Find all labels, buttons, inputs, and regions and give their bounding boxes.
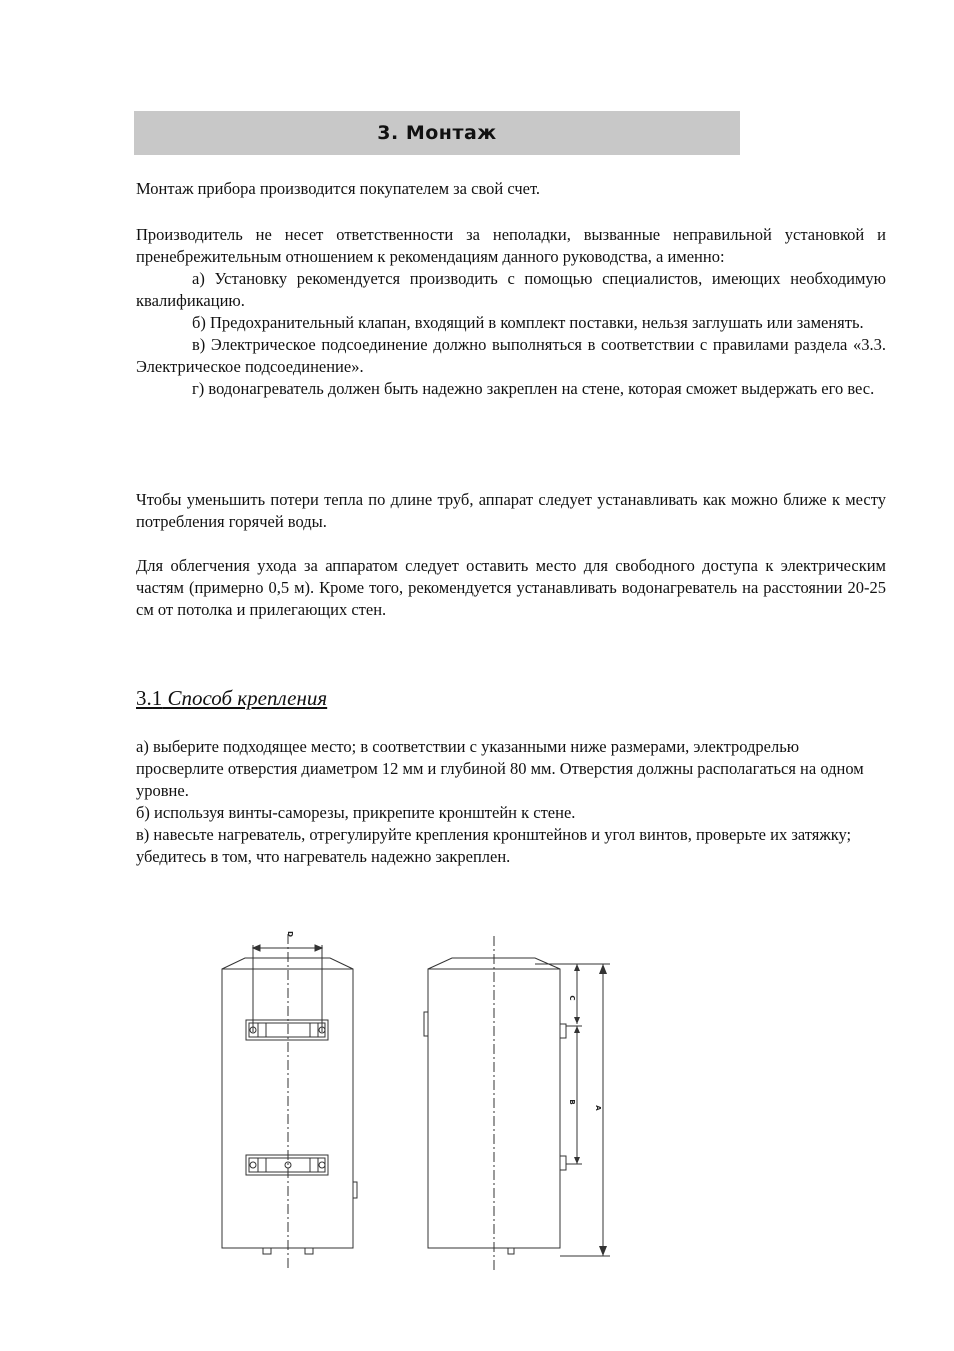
side-rear-tab bbox=[424, 1012, 428, 1036]
front-pipe-left bbox=[263, 1248, 271, 1254]
side-view bbox=[424, 936, 610, 1270]
dim-c-label: C bbox=[568, 995, 576, 1001]
lower-bracket-inner bbox=[249, 1158, 325, 1172]
step-c: в) навесьте нагреватель, отрегулируйте крепления кронштейнов и угол винтов, проверьте их затяжку; убедитесь в том, что нагреватель надежно закреплен. bbox=[136, 825, 852, 866]
front-side-tab bbox=[353, 1182, 357, 1198]
subsection-number: 3.1 bbox=[136, 686, 163, 710]
section-heading-bar bbox=[134, 111, 740, 155]
dim-d-arrow-left bbox=[253, 945, 260, 951]
dim-a-arrow-top bbox=[599, 964, 607, 974]
steps-block bbox=[136, 736, 886, 868]
intro-paragraph-block bbox=[136, 178, 886, 200]
side-bottom-pipe bbox=[508, 1248, 514, 1254]
liability-block bbox=[136, 224, 886, 400]
lower-hole-left bbox=[250, 1162, 256, 1168]
paragraph-access: Для облегчения ухода за аппаратом следует оставить место для свободного доступа к электрическим частям (примерно 0,5 м). Кроме того, рекомендуется устанавливать водонагреватель на расстоянии 20-25 см от потолка и прилегающих стен. bbox=[136, 556, 886, 619]
list-item-d: г) водонагреватель должен быть надежно закреплен на стене, которая сможет выдержать его вес. bbox=[192, 379, 875, 398]
dim-c-arrow-bottom bbox=[574, 1017, 580, 1024]
paragraph-liability: Производитель не несет ответственности за неполадки, вызванные неправильной установкой и пренебрежительным отношением к рекомендациям данного руководства, а именно: bbox=[136, 225, 886, 266]
section-title: 3. Монтаж bbox=[377, 122, 497, 144]
dim-a-label: A bbox=[594, 1105, 602, 1111]
step-a: а) выберите подходящее место; в соответствии с указанными ниже размерами, электродрелью просверлите отверстия диаметром 12 мм и глубиной 80 мм. Отверстия должны располагаться на одном уровне. bbox=[136, 737, 864, 800]
step-b: б) используя винты-саморезы, прикрепите кронштейн к стене. bbox=[136, 803, 576, 822]
side-upper-hook bbox=[560, 1024, 566, 1038]
subsection-heading bbox=[136, 686, 327, 711]
dim-c-arrow-top bbox=[574, 964, 580, 971]
upper-bracket-inner bbox=[249, 1023, 325, 1037]
dim-b-arrow-bottom bbox=[574, 1157, 580, 1164]
dim-b-arrow-top bbox=[574, 1026, 580, 1033]
dim-d-label: D bbox=[286, 931, 294, 937]
mounting-drawing bbox=[200, 920, 640, 1275]
list-item-b: б) Предохранительный клапан, входящий в комплект поставки, нельзя заглушать или заменять. bbox=[192, 313, 864, 332]
dim-a-arrow-bottom bbox=[599, 1246, 607, 1256]
access-block bbox=[136, 555, 886, 621]
list-item-c: в) Электрическое подсоединение должно выполняться в соответствии с правилами раздела «3.3. Электрическое подсоединение». bbox=[136, 335, 886, 376]
front-pipe-right bbox=[305, 1248, 313, 1254]
heat-loss-block bbox=[136, 489, 886, 533]
side-lower-hook bbox=[560, 1156, 566, 1170]
paragraph-mounting-cost: Монтаж прибора производится покупателем за свой счет. bbox=[136, 179, 541, 198]
front-view bbox=[222, 934, 357, 1270]
subsection-title: Способ крепления bbox=[167, 686, 328, 710]
dim-d-arrow-right bbox=[315, 945, 322, 951]
paragraph-heat-loss: Чтобы уменьшить потери тепла по длине труб, аппарат следует устанавливать как можно ближе к месту потребления горячей воды. bbox=[136, 490, 886, 531]
list-item-a: а) Установку рекомендуется производить с помощью специалистов, имеющих необходимую квалификацию. bbox=[136, 269, 886, 310]
lower-hole-right bbox=[319, 1162, 325, 1168]
dim-b-label: B bbox=[568, 1099, 576, 1105]
